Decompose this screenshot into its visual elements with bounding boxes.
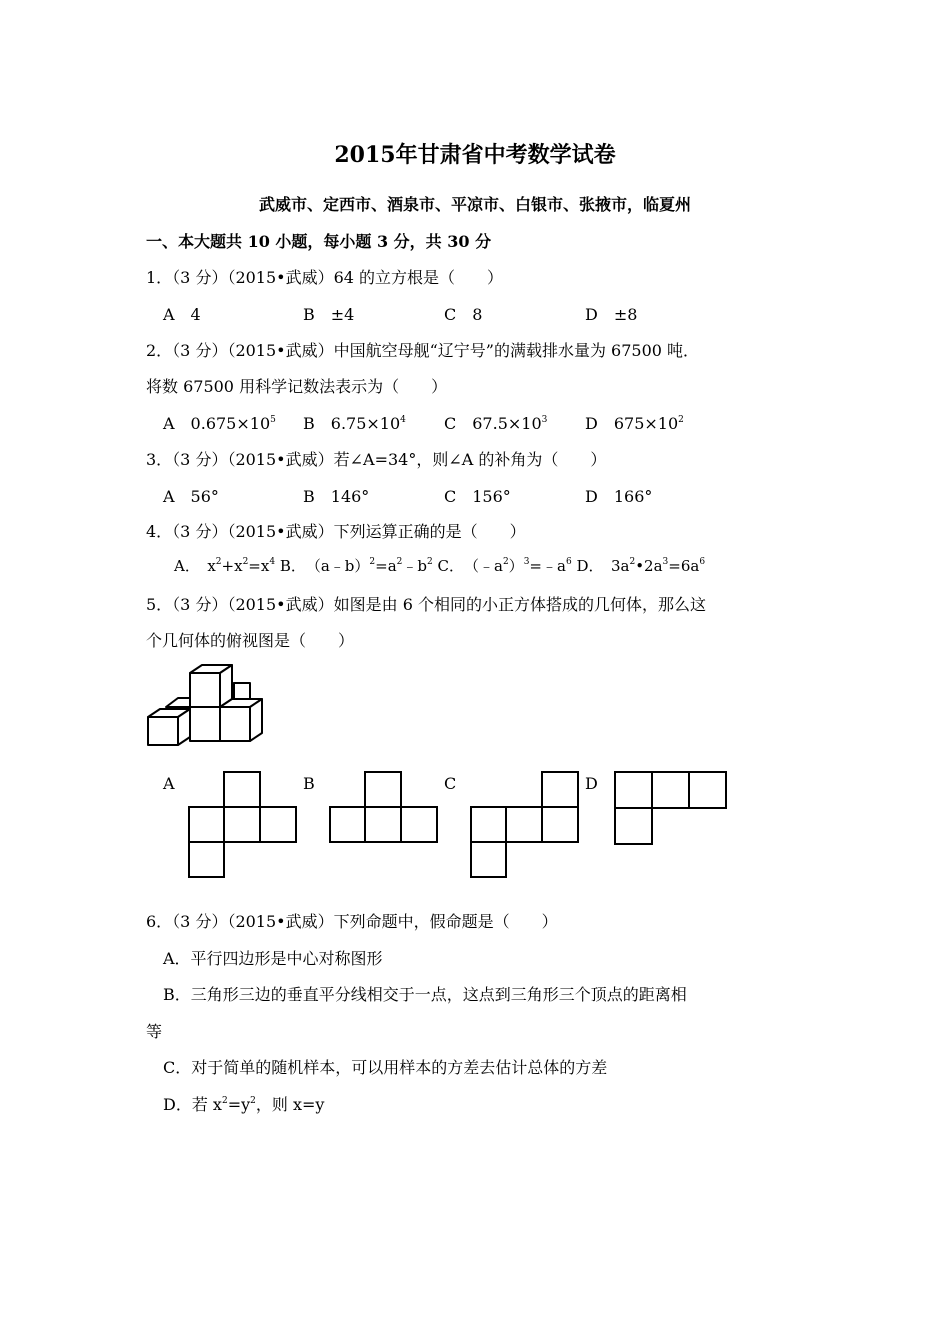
question-2-option-a: A $0.675\times 10^5$ bbox=[163, 414, 276, 433]
question-1-option-a: A 4 bbox=[163, 305, 201, 324]
question-6-option-b-line2: 等 bbox=[146, 1022, 163, 1041]
question-5-option-d-figure bbox=[614, 771, 728, 847]
question-2-stem-line1: 2．（3 分）（2015•武威）中国航空母舰“辽宁号”的满载排水量为 67500 吨． bbox=[146, 341, 700, 360]
question-5-stem-line2: 个几何体的俯视图是（ ） bbox=[146, 631, 355, 650]
question-3-option-a: A 56° bbox=[163, 487, 219, 506]
question-4-option-c: C． $(﹣a^2)^3=﹣a^6$ bbox=[432, 557, 572, 575]
question-2-option-d: D $675\times 10^2$ bbox=[585, 414, 684, 433]
question-1-option-d: D ±8 bbox=[585, 305, 638, 324]
question-5-option-c-label: C bbox=[444, 774, 457, 793]
question-5-option-a-label: A bbox=[163, 774, 175, 793]
question-3-stem: 3．（3 分）（2015•武威）若∠A=34°，则∠A 的补角为（ ） bbox=[146, 450, 607, 469]
question-3-option-c: C 156° bbox=[444, 487, 511, 506]
question-6-option-b-line1: B．三角形三边的垂直平分线相交于一点，这点到三角形三个顶点的距离相 bbox=[163, 985, 687, 1004]
question-5-option-d-label: D bbox=[585, 774, 598, 793]
question-1-option-b: B ±4 bbox=[303, 305, 355, 324]
question-4-stem: 4．（3 分）（2015•武威）下列运算正确的是（ ） bbox=[146, 522, 526, 541]
section-heading: 一、本大题共 10 小题，每小题 3 分，共 30 分 bbox=[146, 232, 492, 251]
question-6-option-c: C．对于简单的随机样本，可以用样本的方差去估计总体的方差 bbox=[163, 1058, 608, 1077]
question-1-option-c: C 8 bbox=[444, 305, 483, 324]
question-6-option-d: D．若 $x^2=y^2$，则 x=y bbox=[163, 1095, 325, 1114]
question-4-option-b: B． $(a﹣b)^2=a^2﹣b^2$ bbox=[275, 557, 433, 575]
question-1-stem: 1．（3 分）（2015•武威）64 的立方根是（ ） bbox=[146, 268, 504, 287]
question-2-stem-line2: 将数 67500 用科学记数法表示为（ ） bbox=[146, 377, 448, 396]
question-5-option-a-figure bbox=[188, 771, 298, 879]
question-5-stem-line1: 5．（3 分）（2015•武威）如图是由 6 个相同的小正方体搭成的几何体，那么这 bbox=[146, 595, 706, 614]
question-5-option-b-figure bbox=[329, 771, 439, 845]
question-2-option-c: C $67.5\times 10^3$ bbox=[444, 414, 548, 433]
question-5-option-b-label: B bbox=[303, 774, 315, 793]
question-4-option-d: D． $3a^2•2a^3=6a^6$ bbox=[571, 557, 706, 575]
question-4-options bbox=[174, 555, 705, 576]
question-6-option-a: A．平行四边形是中心对称图形 bbox=[163, 949, 383, 968]
question-5-option-c-figure bbox=[470, 771, 580, 879]
question-4-option-a: A． $x^2+x^2=x^4$ bbox=[174, 557, 276, 575]
question-6-stem: 6．（3 分）（2015•武威）下列命题中，假命题是（ ） bbox=[146, 912, 558, 931]
cube-solid-figure bbox=[146, 665, 266, 747]
page-title: 2015年甘肃省中考数学试卷 bbox=[334, 142, 616, 168]
question-3-option-b: B 146° bbox=[303, 487, 370, 506]
question-3-option-d: D 166° bbox=[585, 487, 653, 506]
question-2-option-b: B $6.75\times 10^4$ bbox=[303, 414, 406, 433]
page-subtitle: 武威市、定西市、酒泉市、平凉市、白银市、张掖市，临夏州 bbox=[258, 195, 691, 214]
